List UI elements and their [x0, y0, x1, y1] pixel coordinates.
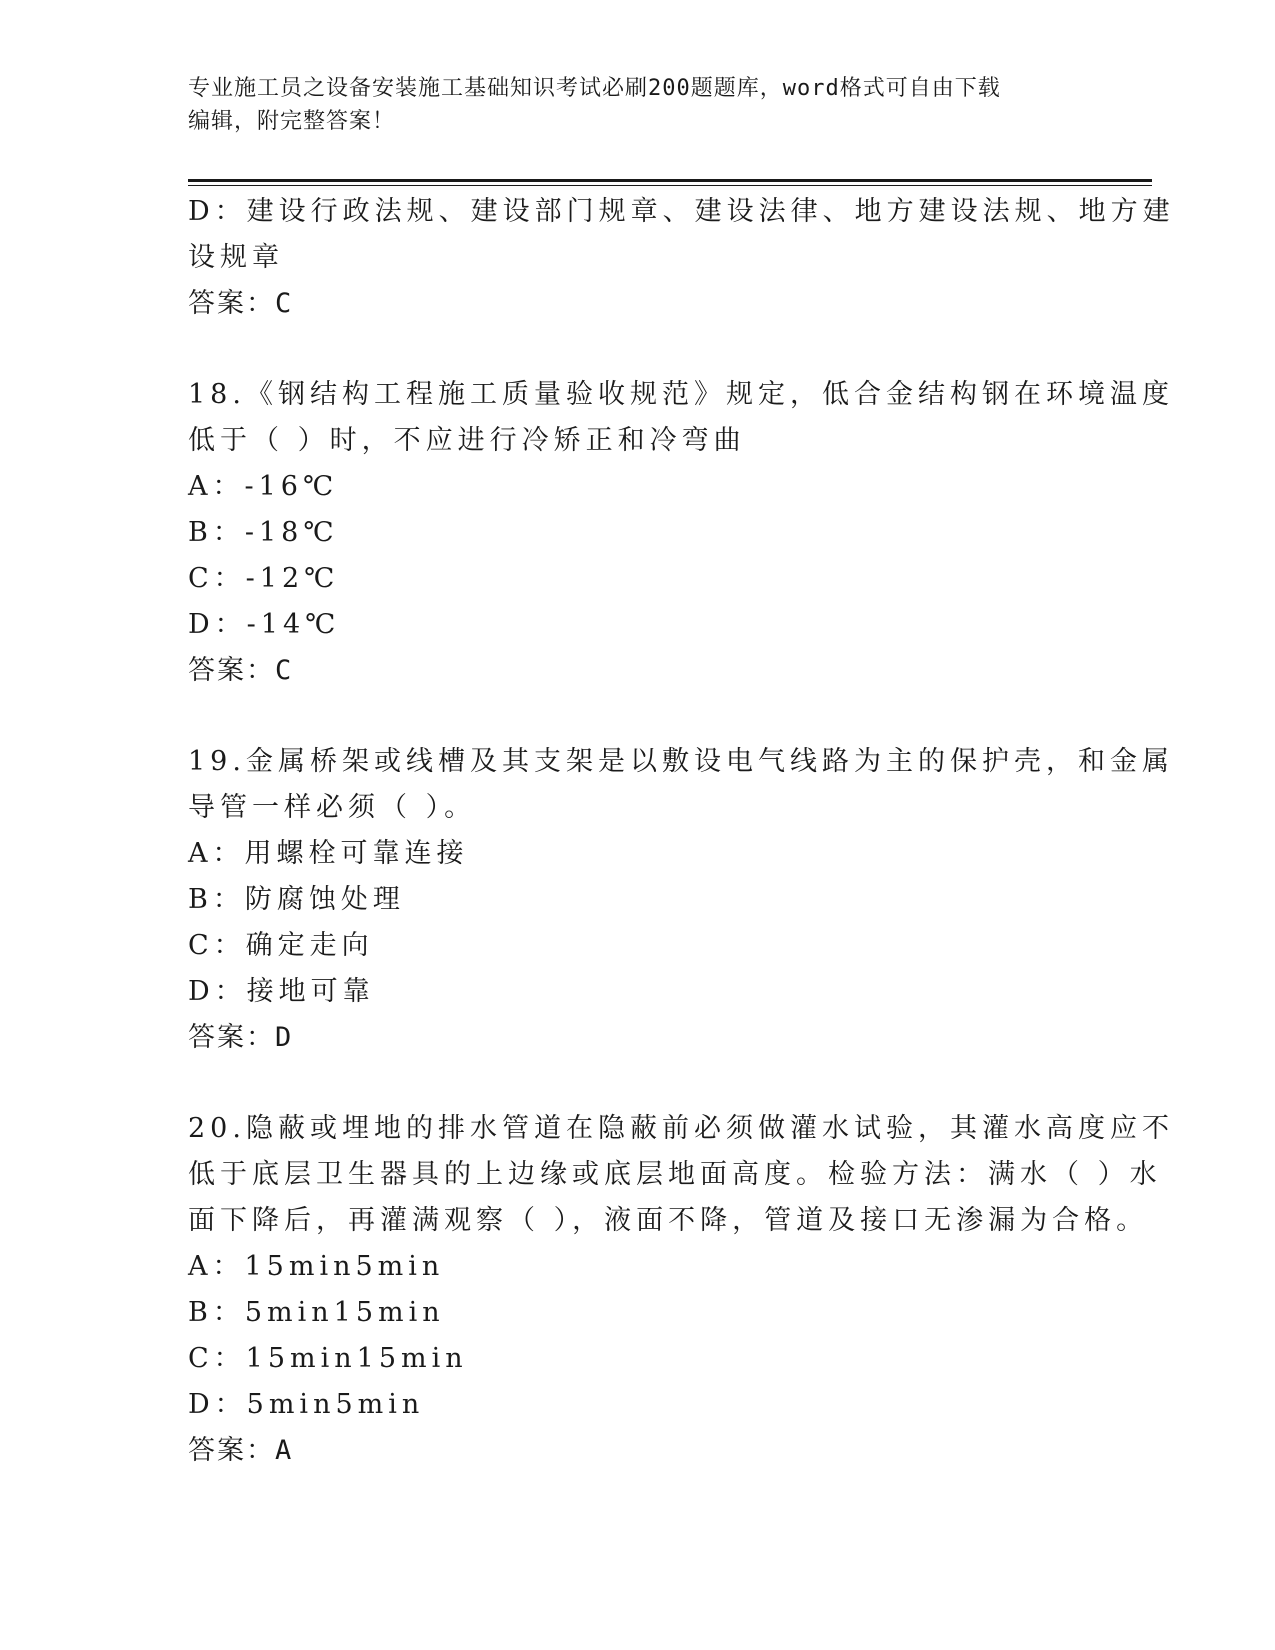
document-header — [188, 72, 1068, 138]
spacer — [188, 694, 1078, 739]
option-d: D：-14℃ — [188, 609, 341, 640]
question-stem: 导管一样必须（ ）。 — [188, 792, 477, 823]
option-c: C：确定走向 — [188, 930, 374, 961]
question-block-18 — [188, 372, 1174, 694]
header-line-1: 专业施工员之设备安装施工基础知识考试必刷200题题库，word格式可自由下载 — [188, 76, 1001, 101]
option-line: D：建设行政法规、建设部门规章、建设法律、地方建设法规、地方建 — [188, 196, 1175, 227]
option-b: B：防腐蚀处理 — [188, 884, 405, 915]
option-a: A：15min5min — [188, 1251, 445, 1282]
answer-label: 答案：D — [188, 1022, 294, 1053]
option-d: D：5min5min — [188, 1389, 425, 1420]
option-c: C：15min15min — [188, 1343, 468, 1374]
question-stem: 低于（ ）时，不应进行冷矫正和冷弯曲 — [188, 425, 746, 456]
option-c: C：-12℃ — [188, 563, 340, 594]
answer-label: 答案：C — [188, 288, 294, 319]
header-line-2: 编辑，附完整答案！ — [188, 109, 396, 134]
question-block-20 — [188, 1106, 1174, 1474]
question-stem: 20.隐蔽或埋地的排水管道在隐蔽前必须做灌水试验，其灌水高度应不 — [188, 1113, 1174, 1144]
option-b: B：5min15min — [188, 1297, 445, 1328]
question-stem: 低于底层卫生器具的上边缘或底层地面高度。检验方法：满水（ ）水 — [188, 1159, 1162, 1190]
option-a: A：用螺栓可靠连接 — [188, 838, 469, 869]
question-list — [188, 189, 1175, 1474]
question-block-prev — [188, 189, 1175, 327]
answer-label: 答案：C — [188, 655, 294, 686]
question-stem: 18.《钢结构工程施工质量验收规范》规定，低合金结构钢在环境温度 — [188, 379, 1174, 410]
question-block-19 — [188, 739, 1174, 1061]
option-b: B：-18℃ — [188, 517, 339, 548]
option-d: D：接地可靠 — [188, 976, 375, 1007]
header-divider-thin — [188, 185, 1152, 186]
header-divider-thick — [188, 179, 1152, 182]
question-stem: 19.金属桥架或线槽及其支架是以敷设电气线路为主的保护壳，和金属 — [188, 746, 1174, 777]
question-stem: 面下降后，再灌满观察（ ），液面不降，管道及接口无渗漏为合格。 — [188, 1205, 1149, 1236]
spacer — [188, 327, 1078, 372]
option-a: A：-16℃ — [188, 471, 339, 502]
spacer — [188, 1061, 1078, 1106]
option-line: 设规章 — [188, 242, 284, 273]
answer-label: 答案：A — [188, 1435, 294, 1466]
